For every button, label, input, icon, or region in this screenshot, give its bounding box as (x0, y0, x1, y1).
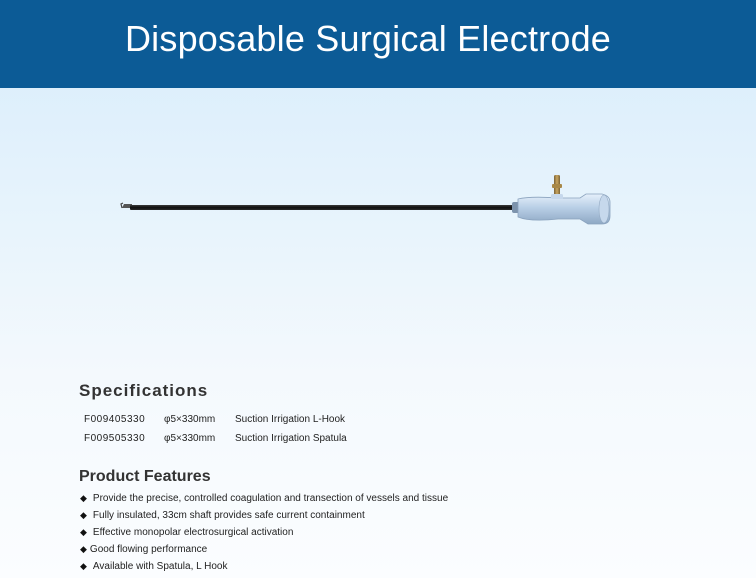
electrode-handle (518, 194, 610, 224)
specifications-heading: Specifications (79, 381, 209, 400)
features-heading: Product Features (79, 468, 211, 485)
electrode-shaft (130, 205, 518, 210)
spec-code: F009405330 (84, 414, 146, 425)
feature-text: Good flowing performance (89, 544, 208, 555)
spec-size: φ5×330mm (164, 433, 216, 444)
feature-item (80, 493, 448, 504)
feature-text: Provide the precise, controlled coagulation and transection of vessels and tissue (92, 493, 449, 504)
page-title: Disposable Surgical Electrode (124, 18, 612, 59)
diamond-bullet-icon: ◆ (80, 561, 87, 571)
spec-description: Suction Irrigation Spatula (235, 433, 347, 444)
header-banner (0, 0, 756, 88)
feature-text: Effective monopolar electrosurgical activation (92, 527, 294, 538)
electrode-illustration (118, 172, 618, 232)
diamond-bullet-icon: ◆ (80, 544, 87, 554)
feature-item (80, 544, 207, 555)
feature-item (80, 561, 227, 572)
feature-item (80, 510, 365, 521)
spec-size: φ5×330mm (164, 414, 216, 425)
spec-code: F009505330 (84, 433, 146, 444)
diamond-bullet-icon: ◆ (80, 510, 87, 520)
feature-text: Fully insulated, 33cm shaft provides safe current containment (92, 510, 365, 521)
feature-item (80, 527, 293, 538)
spec-description: Suction Irrigation L-Hook (235, 414, 346, 425)
diamond-bullet-icon: ◆ (80, 493, 87, 503)
diamond-bullet-icon: ◆ (80, 527, 87, 537)
feature-text: Available with Spatula, L Hook (92, 561, 228, 572)
